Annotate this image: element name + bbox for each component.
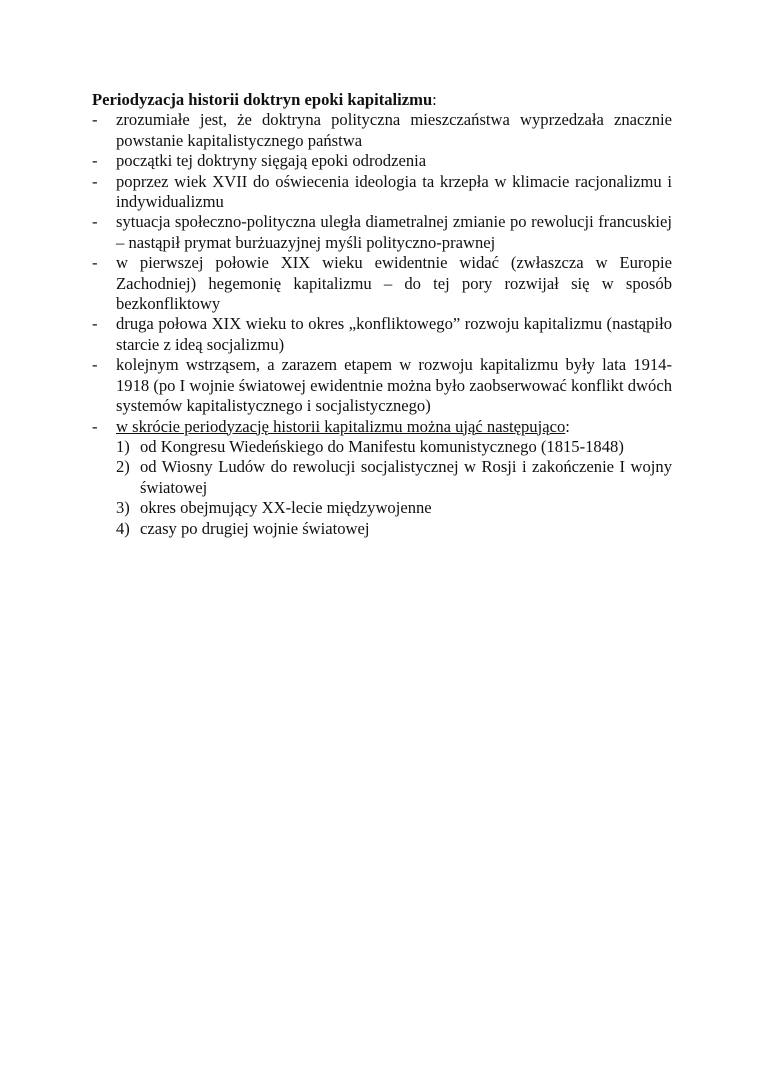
title-colon: : xyxy=(432,90,437,109)
period-text: od Kongresu Wiedeńskiego do Manifestu komunistycznego (1815-1848) xyxy=(140,436,624,456)
period-item xyxy=(116,519,672,539)
period-number: 3) xyxy=(116,498,130,518)
bullet-item xyxy=(92,355,672,416)
bullet-item xyxy=(92,151,672,171)
bullet-list xyxy=(92,110,672,539)
bullet-item-summary xyxy=(92,417,672,539)
period-number: 1) xyxy=(116,436,130,456)
bullet-item xyxy=(92,110,672,151)
dash-marker: - xyxy=(92,110,98,130)
dash-marker: - xyxy=(92,253,98,273)
bullet-item xyxy=(92,314,672,355)
bullet-text: w pierwszej połowie XIX wieku ewidentnie widać (zwłaszcza w Europie Zachodniej) hegemonię kapitalizmu – do tej pory rozwijał się w sposób bezkonfliktowy xyxy=(116,253,672,314)
bullet-text: początki tej doktryny sięgają epoki odrodzenia xyxy=(116,151,427,171)
dash-marker: - xyxy=(92,171,98,191)
period-text: od Wiosny Ludów do rewolucji socjalistycznej w Rosji i zakończenie I wojny światowej xyxy=(140,457,672,497)
period-number: 4) xyxy=(116,518,130,538)
period-item xyxy=(116,437,672,457)
dash-marker: - xyxy=(92,355,98,375)
period-item xyxy=(116,457,672,498)
bullet-item xyxy=(92,172,672,213)
dash-marker: - xyxy=(92,212,98,232)
dash-marker: - xyxy=(92,416,98,436)
summary-intro: w skrócie periodyzację historii kapitalizmu można ująć następująco xyxy=(116,416,566,436)
bullet-item xyxy=(92,212,672,253)
summary-colon: : xyxy=(565,416,570,436)
period-text: czasy po drugiej wojnie światowej xyxy=(140,518,370,538)
title-text: Periodyzacja historii doktryn epoki kapitalizmu xyxy=(92,90,433,109)
bullet-text: sytuacja społeczno-polityczna uległa diametralnej zmianie po rewolucji francuskiej – nastąpił prymat burżuazyjnej myśli polityczno-prawnej xyxy=(116,212,672,252)
dash-marker: - xyxy=(92,151,98,171)
dash-marker: - xyxy=(92,314,98,334)
bullet-text: zrozumiałe jest, że doktryna polityczna mieszczaństwa wyprzedzała znacznie powstanie kapitalistycznego państwa xyxy=(116,110,672,150)
document-title xyxy=(92,90,672,110)
document-page xyxy=(92,90,672,539)
bullet-text: kolejnym wstrząsem, a zarazem etapem w rozwoju kapitalizmu były lata 1914-1918 (po I wojnie światowej ewidentnie można było zaobserwować konflikt dwóch systemów kapitalistycznego i socjalistycznego) xyxy=(116,355,672,416)
bullet-text: druga połowa XIX wieku to okres „konfliktowego” rozwoju kapitalizmu (nastąpiło starcie z ideą socjalizmu) xyxy=(116,314,672,354)
bullet-text: poprzez wiek XVII do oświecenia ideologia ta krzepła w klimacie racjonalizmu i indywidualizmu xyxy=(116,171,672,212)
period-text: okres obejmujący XX-lecie międzywojenne xyxy=(140,498,432,518)
period-item xyxy=(116,498,672,518)
period-list xyxy=(116,437,672,539)
period-number: 2) xyxy=(116,457,130,477)
bullet-item xyxy=(92,253,672,314)
